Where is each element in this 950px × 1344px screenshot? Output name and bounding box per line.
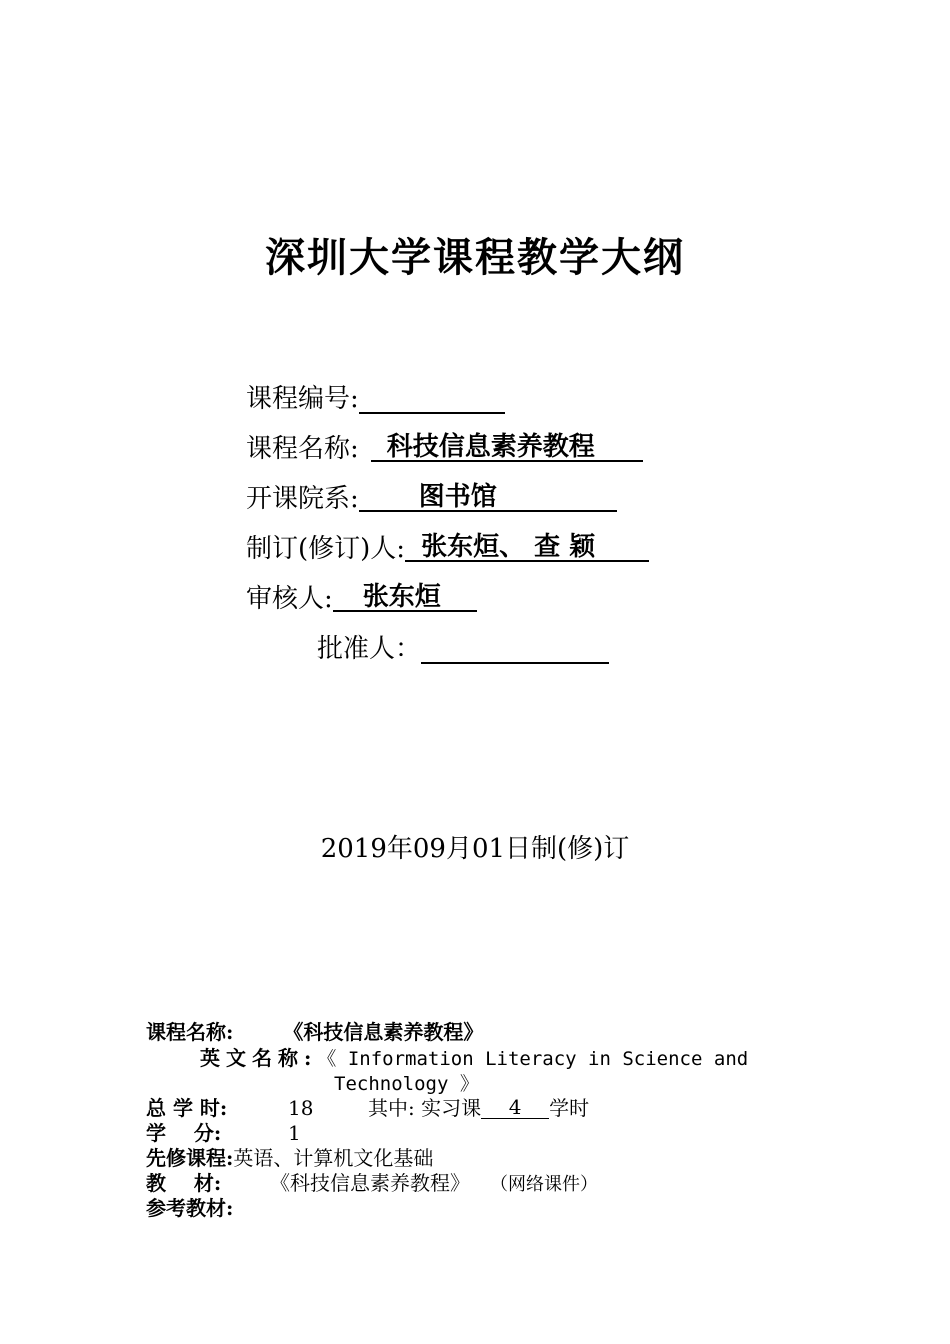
info-hours-row	[146, 1096, 589, 1121]
author-label: 制订(修订)人:	[246, 534, 406, 564]
info-prereq-label: 先修课程:	[146, 1146, 234, 1170]
revision-date: 2019年09月01日制(修)订	[320, 834, 630, 864]
info-english-name-row2	[334, 1071, 479, 1096]
info-reference-label: 参考教材:	[146, 1196, 234, 1220]
info-prereq-value: 英语、计算机文化基础	[233, 1146, 434, 1170]
course-name-label: 课程名称:	[246, 434, 359, 464]
page-title: 深圳大学课程教学大纲	[265, 234, 685, 281]
reviewer-label: 审核人:	[246, 584, 333, 614]
approver-value	[421, 632, 609, 664]
info-textbook-note: （网络课件）	[490, 1174, 598, 1195]
info-reference-row	[146, 1196, 233, 1221]
info-course-name-value: 《科技信息素养教程》	[283, 1020, 484, 1044]
author-row	[246, 532, 649, 566]
info-credits-label: 学 分:	[146, 1121, 222, 1145]
info-practice-value: 4	[481, 1096, 549, 1119]
info-course-name-row	[146, 1020, 483, 1045]
department-label: 开课院系:	[246, 484, 359, 514]
info-textbook-value: 《科技信息素养教程》	[270, 1171, 470, 1195]
info-english-name-row	[200, 1046, 748, 1071]
reviewer-row	[246, 582, 477, 616]
author-value: 张东烜、 查 颖	[405, 532, 649, 562]
course-code-value	[359, 382, 505, 414]
info-practice-unit: 学时	[549, 1096, 590, 1120]
info-practice-label: 其中: 实习课	[368, 1096, 482, 1120]
info-credits-row	[146, 1121, 301, 1146]
info-course-name-label: 课程名称:	[146, 1020, 234, 1044]
info-english-name-line2: Technology 》	[334, 1073, 479, 1095]
approver-label: 批准人：	[317, 634, 422, 664]
department-row	[246, 482, 617, 516]
info-english-name-line1: 《 Information Literacy in Science and	[317, 1048, 749, 1070]
info-textbook-label: 教 材:	[146, 1171, 222, 1195]
info-english-name-label: 英文名称:	[200, 1046, 318, 1070]
course-code-row	[246, 382, 505, 416]
course-name-row	[246, 432, 643, 466]
info-hours-label: 总 学 时:	[146, 1096, 228, 1120]
info-prereq-row	[146, 1146, 433, 1171]
approver-row	[317, 632, 609, 666]
course-name-value: 科技信息素养教程	[371, 432, 643, 462]
info-textbook-row	[146, 1171, 598, 1196]
department-value: 图书馆	[359, 482, 617, 512]
info-credits-value: 1	[288, 1121, 301, 1145]
course-code-label: 课程编号:	[246, 384, 359, 414]
reviewer-value: 张东烜	[333, 582, 477, 612]
info-hours-value: 18	[288, 1096, 314, 1120]
